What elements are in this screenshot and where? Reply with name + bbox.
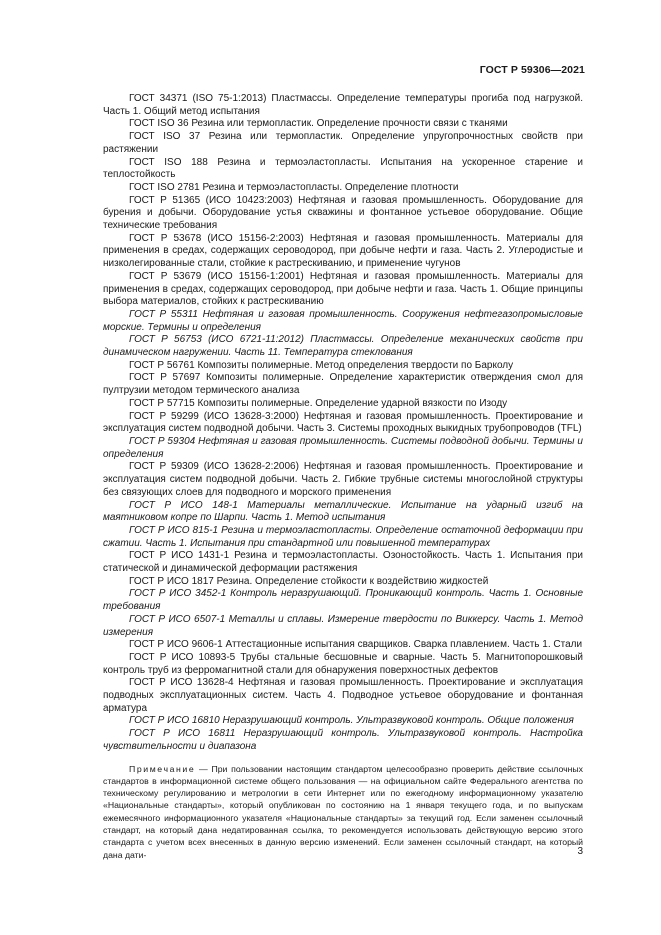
note-text: — При пользовании настоящим стандартом целесообразно проверить действие ссылочных стандартов в информационной системе общего пользования — на официальном сайте Федерального агентства по техническому регулированию и метрологии в сети Интернет или по ежегодному информационному указателю «Национальные стандарты», который опубликован по состоянию на 1 января текущего года, и по выпускам ежемесячного информационного указателя «Национальные стандарты» за текущий год. Если заменен ссылочный стандарт, на который дана недатированная ссылка, то рекомендуется использовать действующую версию этого стандарта с учетом всех внесенных в данную версию изменений. Если заменен ссылочный стандарт, на который дана дати- <box>103 763 583 860</box>
reference-entry: ГОСТ Р ИСО 1431-1 Резина и термоэластопласты. Озоностойкость. Часть 1. Испытания при статической и динамической деформации растяжения <box>103 550 583 575</box>
reference-entry: ГОСТ Р 53678 (ИСО 15156-2:2003) Нефтяная и газовая промышленность. Материалы для применения в средах, содержащих сероводород, при добыче нефти и газа. Часть 2. Углеродистые и низколегированные стали, стойкие к растрескиванию, и применение чугунов <box>103 232 583 270</box>
reference-entry: ГОСТ ISO 188 Резина и термоэластопласты. Испытания на ускоренное старение и теплостойкость <box>103 156 583 181</box>
reference-entry: ГОСТ Р ИСО 1817 Резина. Определение стойкости к воздействию жидкостей <box>129 575 489 587</box>
reference-entry: ГОСТ Р 56761 Композиты полимерные. Метод определения твердости по Барколу <box>129 359 514 371</box>
reference-entry: ГОСТ ISO 37 Резина или термопластик. Определение упругопрочностных свойств при растяжении <box>103 131 583 155</box>
reference-entry: ГОСТ Р ИСО 148-1 Материалы металлические. Испытание на ударный изгиб на маятниковом копре по Шарпи. Часть 1. Метод испытания <box>103 499 583 524</box>
reference-entry: ГОСТ ISO 36 Резина или термопластик. Определение прочности связи с тканями <box>129 118 508 130</box>
page-number: 3 <box>577 846 583 857</box>
reference-entry: ГОСТ Р 55311 Нефтяная и газовая промышленность. Сооружения нефтегазопромысловые морские. Термины и определения <box>103 308 583 333</box>
document-header: ГОСТ Р 59306—2021 <box>479 64 585 76</box>
note-paragraph <box>103 763 583 861</box>
reference-entry: ГОСТ Р ИСО 3452-1 Контроль неразрушающий. Проникающий контроль. Часть 1. Основные требования <box>103 588 583 613</box>
reference-entry: ГОСТ Р 59304 Нефтяная и газовая промышленность. Системы подводной добычи. Термины и определения <box>103 435 583 460</box>
reference-entry: ГОСТ ISO 2781 Резина и термоэластопласты. Определение плотности <box>129 181 459 193</box>
note-label: Примечание <box>129 763 196 774</box>
reference-entry: ГОСТ Р ИСО 9606-1 Аттестационные испытания сварщиков. Сварка плавлением. Часть 1. Стали <box>129 639 583 651</box>
reference-entry: ГОСТ Р 57697 Композиты полимерные. Определение характеристик отверждения смол для пултрузии методом термического анализа <box>103 372 583 397</box>
reference-entry: ГОСТ Р 56753 (ИСО 6721-11:2012) Пластмассы. Определение механических свойств при динамическом нагружении. Часть 11. Температура стеклования <box>103 334 583 359</box>
reference-entry: ГОСТ Р ИСО 10893-5 Трубы стальные бесшовные и сварные. Часть 5. Магнитопорошковый контроль труб из ферромагнитной стали для обнаружения поверхностных дефектов <box>103 651 583 676</box>
reference-entry: ГОСТ Р 53679 (ИСО 15156-1:2001) Нефтяная и газовая промышленность. Материалы для применения в средах, содержащих сероводород, при добыче нефти и газа. Часть 1. Общие принципы выбора материалов, стойких к растрескиванию <box>103 270 583 308</box>
reference-entry: ГОСТ Р ИСО 815-1 Резина и термоэластопласты. Определение остаточной деформации при сжатии. Часть 1. Испытания при стандартной или повышенной температурах <box>103 524 583 549</box>
reference-entry: ГОСТ Р 57715 Композиты полимерные. Определение ударной вязкости по Изоду <box>129 397 508 409</box>
reference-entry: ГОСТ Р 51365 (ИСО 10423:2003) Нефтяная и газовая промышленность. Оборудование для бурения и добычи. Оборудование устья скважины и фонтанное устьевое оборудование. Общие технические требования <box>103 194 583 232</box>
reference-entry: ГОСТ Р 59299 (ИСО 13628-3:2000) Нефтяная и газовая промышленность. Проектирование и эксплуатация систем подводной добычи. Часть 3. Системы проходных выкидных трубопроводов (TFL) <box>103 410 583 435</box>
normative-references <box>103 93 583 861</box>
reference-entry: ГОСТ Р ИСО 16810 Неразрушающий контроль. Ультразвуковой контроль. Общие положения <box>129 715 574 727</box>
reference-list <box>103 93 583 754</box>
reference-entry: ГОСТ 34371 (ISO 75-1:2013) Пластмассы. Определение температуры прогиба под нагрузкой. Часть 1. Общий метод испытания <box>103 93 583 117</box>
reference-entry: ГОСТ Р ИСО 13628-4 Нефтяная и газовая промышленность. Проектирование и эксплуатация подводных эксплуатационных систем. Часть 4. Подводное устьевое оборудование и фонтанная арматура <box>103 677 583 714</box>
reference-entry: ГОСТ Р ИСО 16811 Неразрушающий контроль. Ультразвуковой контроль. Настройка чувствительности и диапазона <box>103 728 583 752</box>
reference-entry: ГОСТ Р ИСО 6507-1 Металлы и сплавы. Измерение твердости по Виккерсу. Часть 1. Метод измерения <box>103 613 583 638</box>
reference-entry: ГОСТ Р 59309 (ИСО 13628-2:2006) Нефтяная и газовая промышленность. Проектирование и эксплуатация систем подводной добычи. Часть 2. Гибкие трубные системы многослойной структуры без связующих слоев для подводного и морского применения <box>103 461 583 498</box>
